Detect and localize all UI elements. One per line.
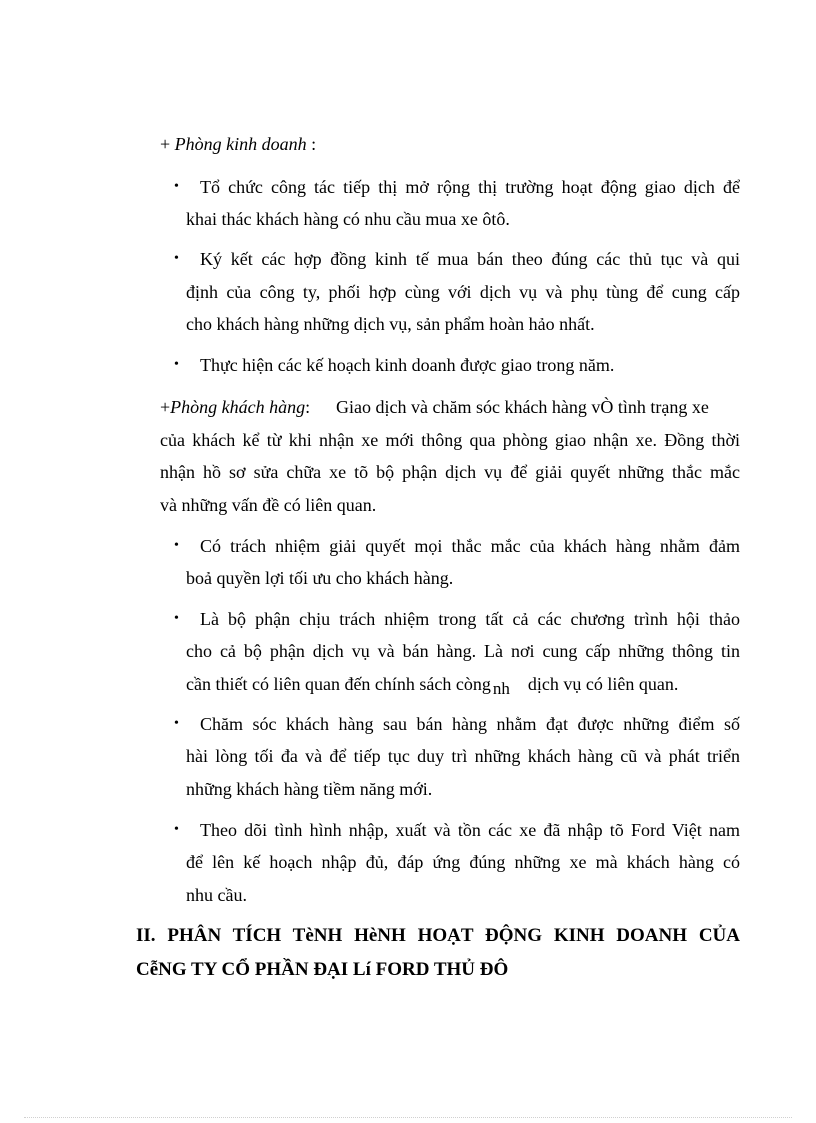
paragraph-line: Giao dịch và chăm sóc khách hàng vÒ tình trạng xe	[336, 397, 709, 417]
paragraph-line: của khách kể từ khi nhận xe mới thông qua phòng giao nhận xe. Đồng thời	[160, 430, 740, 450]
paragraph-line: Theo dõi tình hình nhập, xuất và tồn các xe đã nhập tõ Ford Việt nam	[200, 820, 740, 840]
paragraph-line: Chăm sóc khách hàng sau bán hàng nhằm đạt được những điểm số	[200, 714, 740, 734]
heading-title: Phòng kinh doanh	[174, 134, 307, 154]
section-heading-khach-hang	[160, 396, 740, 418]
text-run: cần thiết có liên quan đến chính sách còng	[186, 674, 491, 694]
bullet-icon: •	[174, 179, 179, 194]
paragraph-line: nhận hồ sơ sửa chữa xe tõ bộ phận dịch vụ để giải quyết những thắc mắc	[160, 462, 740, 482]
paragraph-line: khai thác khách hàng có nhu cầu mua xe ôtô.	[186, 209, 510, 229]
bullet-icon: •	[174, 611, 179, 626]
bullet-icon: •	[174, 538, 179, 553]
paragraph-line	[186, 673, 740, 696]
bullet-icon: •	[174, 716, 179, 731]
paragraph-line: để lên kế hoạch nhập đủ, đáp ứng đúng những xe mà khách hàng có	[186, 852, 740, 872]
paragraph-line: định của công ty, phối hợp cùng với dịch vụ và phụ tùng để cung cấp	[186, 282, 740, 302]
paragraph-line: Thực hiện các kế hoạch kinh doanh được giao trong năm.	[200, 355, 615, 375]
paragraph-line: Tổ chức công tác tiếp thị mở rộng thị trường hoạt động giao dịch để	[200, 177, 740, 197]
text-run: nh	[492, 679, 510, 698]
paragraph-line: Là bộ phận chịu trách nhiệm trong tất cả các chương trình hội thảo	[200, 609, 740, 629]
heading-title: Phòng khách hàng	[170, 397, 306, 417]
paragraph-line: cho khách hàng những dịch vụ, sản phẩm hoàn hảo nhất.	[186, 314, 595, 334]
heading-prefix: +	[160, 134, 175, 154]
section-heading-kinh-doanh	[160, 133, 316, 155]
part-heading-line: II. PHÂN TÍCH TèNH HèNH HOẠT ĐỘNG KINH DOANH CỦA	[136, 925, 740, 946]
bullet-icon: •	[174, 822, 179, 837]
paragraph-line: Ký kết các hợp đồng kinh tế mua bán theo đúng các thủ tục và qui	[200, 249, 740, 269]
paragraph-line: boả quyền lợi tối ưu cho khách hàng.	[186, 568, 454, 588]
paragraph-line: cho cả bộ phận dịch vụ và bán hàng. Là nơi cung cấp những thông tin	[186, 641, 740, 661]
heading-prefix: +	[160, 397, 171, 417]
part-heading-line: CễNG TY CỔ PHẦN ĐẠI Lí FORD THỦ ĐÔ	[136, 959, 509, 980]
paragraph-line: hài lòng tối đa và để tiếp tục duy trì những khách hàng cũ và phát triển	[186, 746, 740, 766]
text-run: dịch vụ có liên quan.	[527, 674, 679, 694]
page-bottom-divider	[24, 1117, 792, 1118]
bullet-icon: •	[174, 357, 179, 372]
heading-suffix: :	[305, 397, 311, 417]
heading-suffix: :	[306, 134, 317, 154]
paragraph-line: và những vấn đề có liên quan.	[160, 495, 377, 515]
bullet-icon: •	[174, 251, 179, 266]
paragraph-line: những khách hàng tiềm năng mới.	[186, 779, 433, 799]
paragraph-line: Có trách nhiệm giải quyết mọi thắc mắc của khách hàng nhằm đảm	[200, 536, 740, 556]
paragraph-line: nhu cầu.	[186, 885, 247, 905]
